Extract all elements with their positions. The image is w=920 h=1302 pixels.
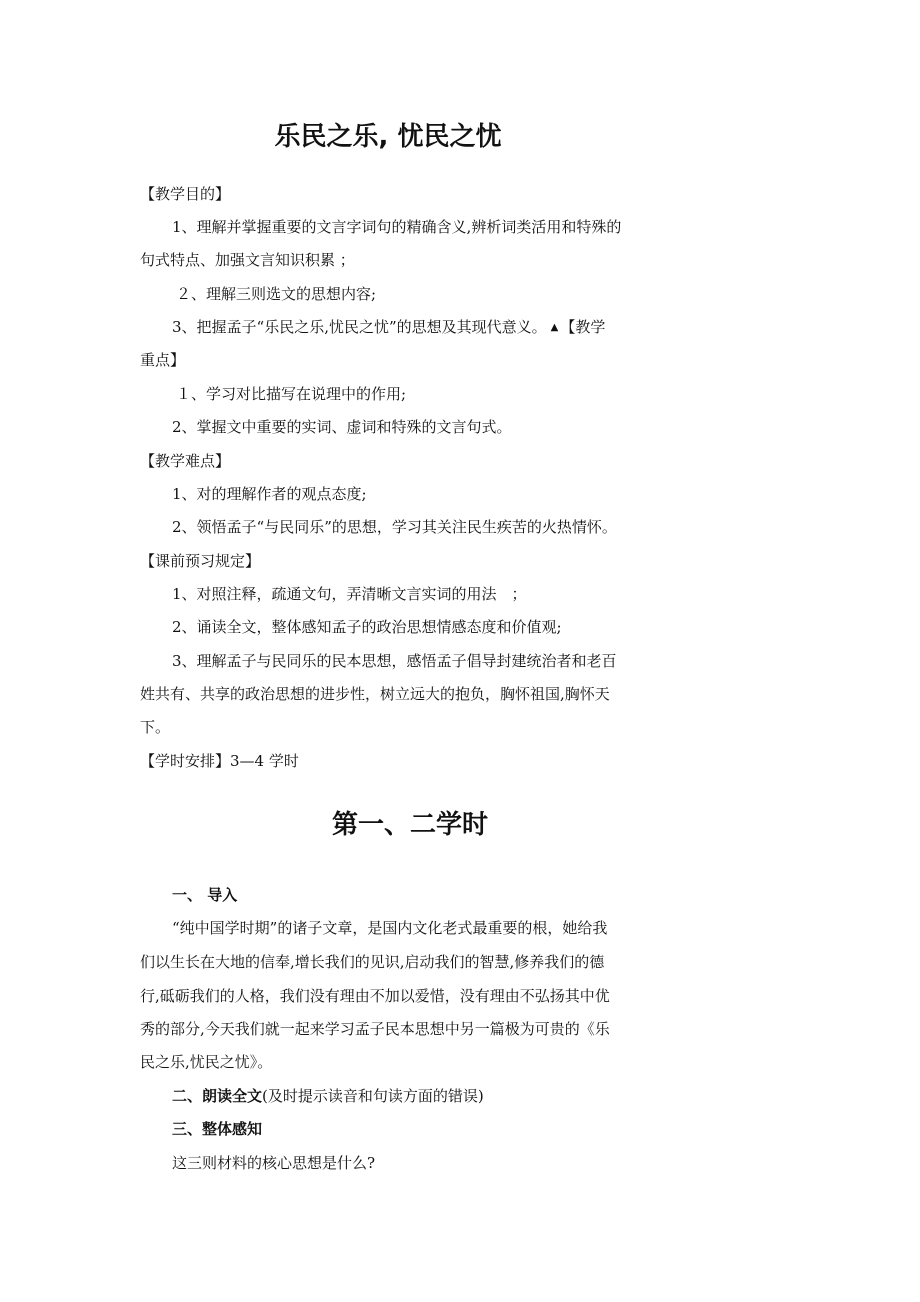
key-point-item-1: １、学习对比描写在说理中的作用; <box>176 385 407 403</box>
section-3-question: 这三则材料的核心思想是什么? <box>172 1154 376 1172</box>
section-3-heading: 三、整体感知 <box>172 1120 263 1138</box>
schedule-line: 【学时安排】3—4 学时 <box>140 752 299 770</box>
section-1-paragraph-line-2: 们以生长在大地的信奉,增长我们的见识,启动我们的智慧,修养我们的德 <box>140 953 605 971</box>
page-title: 乐民之乐, 忧民之忧 <box>274 122 502 152</box>
difficulties-heading: 【教学难点】 <box>140 452 231 470</box>
preview-item-3-line-1: 3、理解孟子与民同乐的民本思想，感悟孟子倡导封建统治者和老百 <box>172 652 617 670</box>
key-points-heading-part-1: 【教学 <box>560 318 606 336</box>
section-1-paragraph-line-1: “纯中国学时期”的诸子文章，是国内文化老式最重要的根，她给我 <box>172 919 608 937</box>
section-2-note: (及时提示读音和句读方面的错误) <box>262 1087 484 1105</box>
preview-item-1: 1、对照注释，疏通文句，弄清晰文言实词的用法 ； <box>172 585 527 603</box>
difficulty-item-1: 1、对的理解作者的观点态度; <box>172 485 367 503</box>
key-points-heading-part-2: 重点】 <box>140 351 186 369</box>
preview-item-2: 2、诵读全文，整体感知孟子的政治思想情感态度和价值观; <box>172 618 562 636</box>
section-1-paragraph-line-4: 秀的部分,今天我们就一起来学习孟子民本思想中另一篇极为可贵的《乐 <box>140 1020 610 1038</box>
preview-heading: 【课前预习规定】 <box>140 552 261 570</box>
lesson-title: 第一、二学时 <box>331 810 488 840</box>
objective-item-1-line-2: 句式特点、加强文言知识积累 ； <box>140 251 355 269</box>
objective-item-1-line-1: 1、理解并掌握重要的文言字词句的精确含义,辨析词类活用和特殊的 <box>172 218 622 236</box>
objective-item-3-text: 3、把握孟子“乐民之乐,忧民之忧”的思想及其现代意义。 <box>172 318 547 336</box>
preview-item-3-line-3: 下。 <box>140 718 171 736</box>
section-2-line <box>172 1085 484 1107</box>
objective-item-2: ２、理解三则选文的思想内容; <box>176 285 377 303</box>
objective-item-3 <box>172 316 605 339</box>
section-1-paragraph-line-3: 行,砥砺我们的人格，我们没有理由不加以爱惜，没有理由不弘扬其中优 <box>140 987 610 1005</box>
section-2-heading: 二、朗读全文 <box>172 1087 263 1105</box>
difficulty-item-2: 2、领悟孟子“与民同乐”的思想，学习其关注民生疾苦的火热情怀。 <box>172 518 617 536</box>
objectives-heading: 【教学目的】 <box>140 185 231 203</box>
section-1-heading: 一、 导入 <box>172 886 238 904</box>
preview-item-3-line-2: 姓共有、共享的政治思想的进步性，树立远大的抱负，胸怀祖国,胸怀天 <box>140 685 610 703</box>
section-1-paragraph-line-5: 民之乐,忧民之忧》。 <box>140 1053 273 1071</box>
triangle-mark-icon: ▲ <box>550 322 559 333</box>
key-point-item-2: 2、掌握文中重要的实词、虚词和特殊的文言句式。 <box>172 418 512 436</box>
